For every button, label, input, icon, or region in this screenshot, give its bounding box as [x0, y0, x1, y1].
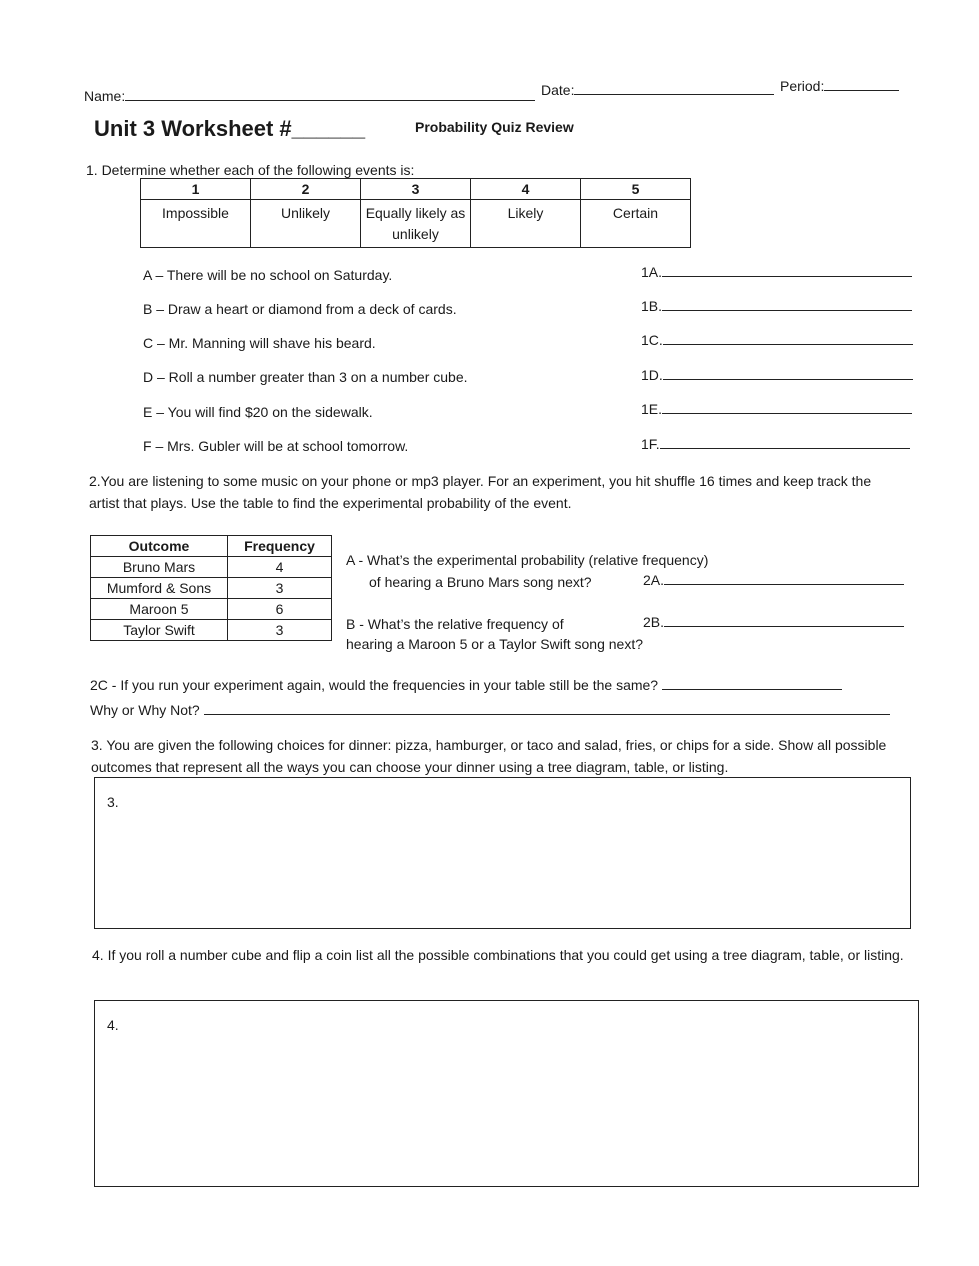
answer-line[interactable] — [663, 379, 913, 380]
q2b-text-cont: hearing a Maroon 5 or a Taylor Swift song next? — [346, 636, 644, 652]
period-line[interactable] — [824, 90, 899, 91]
answer-1b[interactable] — [641, 298, 912, 314]
table-row — [91, 578, 332, 599]
scale-label: Impossible — [141, 200, 251, 248]
event-a: A – There will be no school on Saturday. — [143, 267, 393, 283]
answer-label: 1B. — [641, 298, 663, 314]
answer-line[interactable] — [662, 310, 912, 311]
answer-1a[interactable] — [641, 264, 912, 280]
frequency-table — [90, 535, 332, 641]
box-label: 4. — [107, 1017, 119, 1033]
answer-line[interactable] — [662, 689, 842, 690]
event-c: C – Mr. Manning will shave his beard. — [143, 335, 376, 351]
answer-line[interactable] — [662, 413, 912, 414]
q3-answer-box[interactable] — [94, 777, 911, 929]
event-e: E – You will find $20 on the sidewalk. — [143, 404, 373, 420]
scale-number: 4 — [471, 179, 581, 200]
answer-label: 1F. — [641, 436, 660, 452]
answer-1d[interactable] — [641, 367, 913, 383]
name-label: Name: — [84, 88, 126, 104]
q3-text: 3. You are given the following choices for dinner: pizza, hamburger, or taco and salad, fries, or chips for a side. Show all possible outcomes that represent all the ways you can choose your dinner using a tree diagram, table, or listing. — [91, 737, 887, 775]
answer-2c[interactable] — [90, 677, 842, 693]
date-line[interactable] — [574, 94, 774, 95]
answer-line[interactable] — [664, 584, 904, 585]
scale-number: 3 — [361, 179, 471, 200]
q2b-text: B - What’s the relative frequency of — [346, 616, 564, 632]
table-row — [91, 599, 332, 620]
answer-1c[interactable] — [641, 332, 913, 348]
scale-label: Certain — [581, 200, 691, 248]
table-cell: 4 — [228, 557, 332, 578]
scale-label: Likely — [471, 200, 581, 248]
answer-label: 1E. — [641, 401, 663, 417]
table-cell: 3 — [228, 620, 332, 641]
table-cell: 3 — [228, 578, 332, 599]
scale-label: Unlikely — [251, 200, 361, 248]
answer-line[interactable] — [662, 276, 912, 277]
table-row — [91, 620, 332, 641]
period-label: Period: — [780, 78, 825, 94]
answer-label: 2A. — [643, 572, 665, 588]
event-f: F – Mrs. Gubler will be at school tomorrow. — [143, 438, 409, 454]
answer-line[interactable] — [663, 344, 913, 345]
q2-intro: 2.You are listening to some music on your phone or mp3 player. For an experiment, you hit shuffle 16 times and keep track the artist that plays. Use the table to find the experimental probability of the event. — [89, 473, 872, 511]
q2c-why-text: Why or Why Not? — [90, 702, 200, 718]
table-header: Frequency — [228, 536, 332, 557]
answer-1e[interactable] — [641, 401, 912, 417]
table-cell: Mumford & Sons — [91, 578, 228, 599]
date-field[interactable] — [541, 82, 774, 98]
event-d: D – Roll a number greater than 3 on a number cube. — [143, 369, 468, 385]
period-field[interactable] — [780, 78, 899, 94]
answer-label: 2B. — [643, 614, 665, 630]
answer-2c-why[interactable] — [90, 702, 890, 718]
answer-label: 1D. — [641, 367, 663, 383]
name-field[interactable] — [84, 88, 535, 104]
q4-text: 4. If you roll a number cube and flip a coin list all the possible combinations that you could get using a tree diagram, table, or listing. — [92, 947, 904, 963]
likelihood-scale-table — [140, 178, 691, 248]
table-cell: Taylor Swift — [91, 620, 228, 641]
answer-line[interactable] — [204, 714, 890, 715]
answer-label: 1C. — [641, 332, 663, 348]
name-line[interactable] — [125, 100, 535, 101]
table-cell: 6 — [228, 599, 332, 620]
answer-2a[interactable] — [643, 572, 904, 588]
q1-prompt: 1. Determine whether each of the following events is: — [86, 162, 415, 178]
q4-answer-box[interactable] — [94, 1000, 919, 1187]
table-cell: Maroon 5 — [91, 599, 228, 620]
answer-1f[interactable] — [641, 436, 910, 452]
box-label: 3. — [107, 794, 119, 810]
answer-line[interactable] — [660, 448, 910, 449]
q2a-text: A - What’s the experimental probability (relative frequency) — [346, 552, 709, 568]
q2a-text-cont: of hearing a Bruno Mars song next? — [369, 574, 592, 590]
table-cell: Bruno Mars — [91, 557, 228, 578]
scale-label: Equally likely as unlikely — [361, 200, 471, 248]
page-title: Unit 3 Worksheet #______ — [94, 116, 366, 141]
date-label: Date: — [541, 82, 575, 98]
scale-number: 1 — [141, 179, 251, 200]
answer-line[interactable] — [664, 626, 904, 627]
scale-number: 5 — [581, 179, 691, 200]
answer-label: 1A. — [641, 264, 663, 280]
event-b: B – Draw a heart or diamond from a deck of cards. — [143, 301, 457, 317]
q2c-text: 2C - If you run your experiment again, would the frequencies in your table still be the same? — [90, 677, 659, 693]
table-row — [91, 557, 332, 578]
scale-number: 2 — [251, 179, 361, 200]
answer-2b[interactable] — [643, 614, 904, 630]
page-subtitle: Probability Quiz Review — [415, 119, 574, 135]
table-header: Outcome — [91, 536, 228, 557]
